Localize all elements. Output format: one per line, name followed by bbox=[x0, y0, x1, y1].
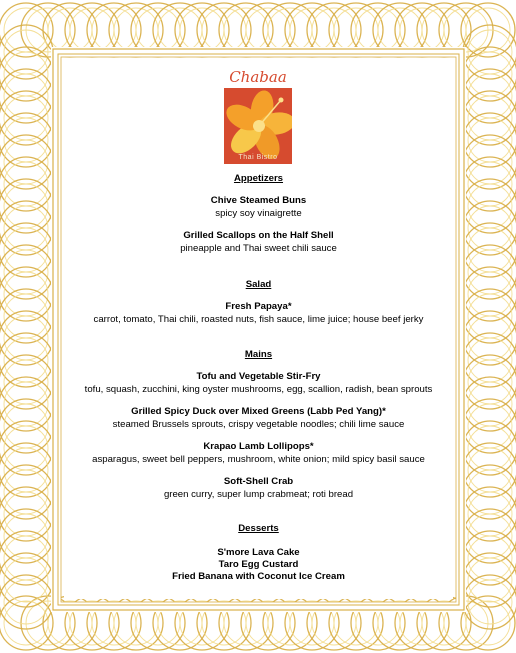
menu-item-desc: pineapple and Thai sweet chili sauce bbox=[180, 243, 337, 254]
dessert-item: Taro Egg Custard bbox=[218, 559, 299, 570]
menu-item-name: Krapao Lamb Lollipops* bbox=[203, 441, 314, 452]
menu-item-name: Grilled Spicy Duck over Mixed Greens (Labb Ped Yang)* bbox=[131, 406, 386, 417]
appetizers-heading: Appetizers bbox=[233, 173, 284, 184]
menu-item-desc: tofu, squash, zucchini, king oyster mushrooms, egg, scallion, radish, bean sprouts bbox=[84, 384, 433, 395]
menu-item-desc: green curry, super lump crabmeat; roti bread bbox=[163, 489, 354, 500]
menu-card bbox=[64, 60, 453, 599]
menu-item-desc: asparagus, sweet bell peppers, mushroom, white onion; mild spicy basil sauce bbox=[92, 454, 425, 465]
salad-heading: Salad bbox=[245, 279, 272, 290]
chabaa-logo bbox=[222, 68, 294, 166]
logo-wordmark: Chabaa bbox=[229, 68, 287, 86]
menu-item-name: Chive Steamed Buns bbox=[210, 195, 307, 206]
menu-item-name: Grilled Scallops on the Half Shell bbox=[183, 230, 334, 241]
mains-heading: Mains bbox=[244, 349, 273, 360]
menu-item-desc: steamed Brussels sprouts, crispy vegetable noodles; chili lime sauce bbox=[112, 419, 405, 430]
border-ring-ornament bbox=[0, 596, 53, 650]
menu-item-name: Tofu and Vegetable Stir-Fry bbox=[196, 371, 321, 382]
logo-subtitle: Thai Bistro bbox=[238, 154, 278, 161]
dessert-item: S'more Lava Cake bbox=[217, 547, 300, 558]
desserts-heading: Desserts bbox=[238, 523, 279, 534]
dessert-item: Fried Banana with Coconut Ice Cream bbox=[172, 571, 345, 582]
menu-item-desc: spicy soy vinaigrette bbox=[215, 208, 302, 219]
menu-item-name: Soft-Shell Crab bbox=[223, 476, 294, 487]
menu-item-desc: carrot, tomato, Thai chili, roasted nuts, fish sauce, lime juice; house beef jerky bbox=[93, 314, 424, 325]
menu-item-name: Fresh Papaya* bbox=[225, 301, 292, 312]
flower-logo-icon bbox=[224, 88, 292, 164]
